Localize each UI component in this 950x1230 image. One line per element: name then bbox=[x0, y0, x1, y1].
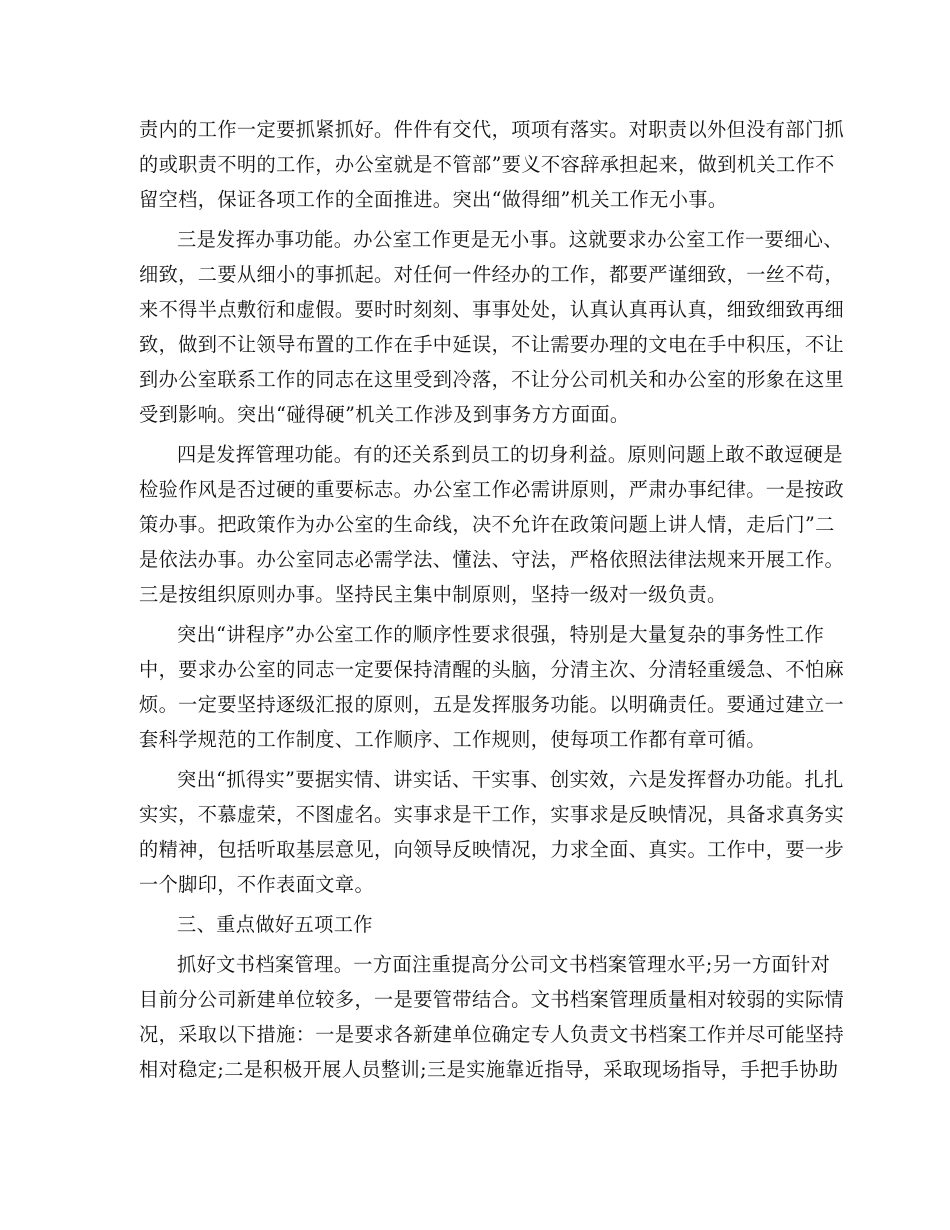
text-line: 来不得半点敷衍和虚假。要时时刻刻、事事处处，认真认真再认真，细致细致再细 bbox=[139, 298, 845, 321]
paragraph bbox=[139, 112, 845, 217]
document-body bbox=[139, 112, 845, 1087]
text-line: 到办公室联系工作的同志在这里受到冷落，不让分公司机关和办公室的形象在这里 bbox=[139, 368, 845, 391]
paragraph bbox=[139, 617, 845, 757]
text-line: 一个脚印，不作表面文章。 bbox=[139, 873, 375, 896]
text-line: 是依法办事。办公室同志必需学法、懂法、守法，严格依照法律法规来开展工作。 bbox=[139, 548, 845, 571]
text-line: 致，做到不让领导布置的工作在手中延误，不让需要办理的文电在手中积压，不让 bbox=[139, 333, 845, 356]
text-line: 烦。一定要坚持逐级汇报的原则，五是发挥服务功能。以明确责任。要通过建立一 bbox=[139, 693, 845, 716]
text-line: 的精神，包括听取基层意见，向领导反映情况，力求全面、真实。工作中，要一步 bbox=[139, 838, 845, 861]
paragraph bbox=[139, 947, 845, 1087]
text-line: 中，要求办公室的同志一定要保持清醒的头脑，分清主次、分清轻重缓急、不怕麻 bbox=[139, 658, 845, 681]
text-line: 相对稳定;二是积极开展人员整训;三是实施靠近指导，采取现场指导，手把手协助 bbox=[139, 1058, 839, 1081]
paragraph bbox=[139, 762, 845, 902]
text-line: 实实，不慕虚荣，不图虚名。实事求是干工作，实事求是反映情况，具备求真务实 bbox=[139, 803, 845, 826]
text-line: 受到影响。突出“碰得硬”机关工作涉及到事务方方面面。 bbox=[139, 403, 630, 426]
text-line: 的或职责不明的工作，办公室就是不管部”要义不容辞承担起来，做到机关工作不 bbox=[139, 153, 835, 176]
text-line: 抓好文书档案管理。一方面注重提高分公司文书档案管理水平;另一方面针对 bbox=[177, 953, 831, 976]
text-line: 责内的工作一定要抓紧抓好。件件有交代，项项有落实。对职责以外但没有部门抓 bbox=[139, 118, 845, 141]
text-line: 四是发挥管理功能。有的还关系到员工的切身利益。原则问题上敢不敢逗硬是 bbox=[177, 443, 843, 466]
text-line: 突出“抓得实”要据实情、讲实话、干实事、创实效，六是发挥督办功能。扎扎 bbox=[177, 768, 844, 791]
text-line: 细致，二要从细小的事抓起。对任何一件经办的工作，都要严谨细致，一丝不苟， bbox=[139, 263, 845, 286]
text-line: 留空档，保证各项工作的全面推进。突出“做得细”机关工作无小事。 bbox=[139, 188, 728, 211]
text-line: 套科学规范的工作制度、工作顺序、工作规则，使每项工作都有章可循。 bbox=[139, 728, 766, 751]
text-line: 况，采取以下措施：一是要求各新建单位确定专人负责文书档案工作并尽可能坚持 bbox=[139, 1023, 845, 1046]
text-line: 策办事。把政策作为办公室的生命线，决不允许在政策问题上讲人情，走后门”二 bbox=[139, 513, 835, 536]
text-line: 检验作风是否过硬的重要标志。办公室工作必需讲原则，严肃办事纪律。一是按政 bbox=[139, 478, 845, 501]
section-heading bbox=[139, 907, 811, 942]
text-line: 三、重点做好五项工作 bbox=[177, 913, 373, 936]
text-line: 三是发挥办事功能。办公室工作更是无小事。这就要求办公室工作一要细心、 bbox=[177, 228, 843, 251]
text-line: 三是按组织原则办事。坚持民主集中制原则，坚持一级对一级负责。 bbox=[139, 583, 727, 606]
paragraph bbox=[139, 437, 845, 612]
text-line: 目前分公司新建单位较多，一是要管带结合。文书档案管理质量相对较弱的实际情 bbox=[139, 988, 845, 1011]
text-line: 突出“讲程序”办公室工作的顺序性要求很强，特别是大量复杂的事务性工作 bbox=[177, 623, 825, 646]
paragraph bbox=[139, 222, 845, 432]
